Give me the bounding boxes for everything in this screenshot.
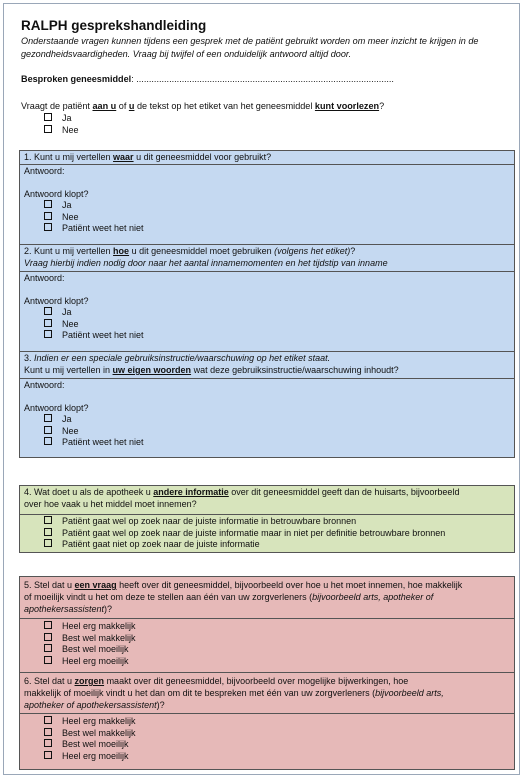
question-1-answer: Antwoord: Antwoord klopt? Ja Nee Patiënt weet het niet [20,164,514,244]
checkbox-icon[interactable] [44,426,52,434]
checkbox-icon[interactable] [44,656,52,664]
question-read-label: Vraagt de patiënt aan u of u de tekst op het etiket van het geneesmiddel kunt voorlezen? [21,101,385,111]
question-1-header: 1. Kunt u mij vertellen waar u dit geneesmiddel voor gebruikt? [24,152,272,162]
checkbox-icon[interactable] [44,307,52,315]
checkbox-icon[interactable] [44,633,52,641]
question-6-options [20,713,514,769]
checkbox-option[interactable]: Best wel moeilijk [44,644,514,656]
question-4-header: 4. Wat doet u als de apotheek u andere informatie over dit geneesmiddel geeft dan de huisarts, bijvoorbeeld over hoe vaak u het middel moet innemen? [24,487,460,509]
checkbox-icon[interactable] [44,200,52,208]
checkbox-option[interactable]: Nee [44,212,514,224]
checkbox-option[interactable]: Nee [44,125,79,137]
checkbox-option[interactable]: Nee [44,319,514,331]
medication-line [21,74,394,84]
question-3-header: 3. Indien er een speciale gebruiksinstructie/waarschuwing op het etiket staat. Kunt u mij vertellen in uw eigen woorden wat deze gebruiksinstructie/waarschuwing inhoudt? [20,351,514,378]
checkbox-icon[interactable] [44,212,52,220]
page-title: RALPH gesprekshandleiding [21,18,207,33]
checkbox-option[interactable]: Best wel makkelijk [44,633,514,645]
question-5-options [20,618,514,672]
medication-dots: : ...................................................................................................... [131,74,394,84]
checkbox-option[interactable]: Ja [44,307,514,319]
question-3-answer: Antwoord: Antwoord klopt? Ja Nee Patiënt weet het niet [20,378,514,458]
checkbox-icon[interactable] [44,716,52,724]
checkbox-option[interactable]: Heel erg makkelijk [44,621,514,633]
checkbox-option[interactable]: Patiënt gaat wel op zoek naar de juiste informatie maar in niet per definitie betrouwbare bronnen [44,528,514,540]
section-communication [19,576,515,770]
intro-text: Onderstaande vragen kunnen tijdens een gesprek met de patiënt gebruikt worden om meer inzicht te krijgen in de gezondheidsvaardigheden. Vraag bij twijfel of een onduidelijk antwoord altijd door. [21,36,479,59]
checkbox-icon[interactable] [44,223,52,231]
question-2-header: 2. Kunt u mij vertellen hoe u dit geneesmiddel moet gebruiken (volgens het etiket)? Vraag hierbij indien nodig door naar het aantal innamemomenten en het tijdstip van inname [20,244,514,271]
checkbox-option[interactable]: Patiënt gaat niet op zoek naar de juiste informatie [44,539,514,551]
checkbox-option[interactable]: Heel erg makkelijk [44,716,514,728]
section-understanding [19,150,515,458]
checkbox-option[interactable]: Heel erg moeilijk [44,751,514,763]
document-page [3,3,520,775]
question-4-options [20,514,514,552]
checkbox-icon[interactable] [44,125,52,133]
checkbox-icon[interactable] [44,644,52,652]
question-2-answer: Antwoord: Antwoord klopt? Ja Nee Patiënt weet het niet [20,271,514,351]
checkbox-option[interactable]: Patiënt weet het niet [44,223,514,235]
checkbox-icon[interactable] [44,516,52,524]
checkbox-icon[interactable] [44,414,52,422]
checkbox-icon[interactable] [44,528,52,536]
checkbox-option[interactable]: Ja [44,414,514,426]
checkbox-option[interactable]: Heel erg moeilijk [44,656,514,668]
checkbox-option[interactable]: Nee [44,426,514,438]
checkbox-icon[interactable] [44,113,52,121]
medication-label: Besproken geneesmiddel [21,74,132,84]
checkbox-option[interactable]: Ja [44,113,79,125]
section-information [19,485,515,553]
checkbox-icon[interactable] [44,330,52,338]
checkbox-icon[interactable] [44,739,52,747]
checkbox-option[interactable]: Ja [44,200,514,212]
question-5-header: 5. Stel dat u een vraag heeft over dit geneesmiddel, bijvoorbeeld over hoe u het moet innemen, hoe makkelijk of moeilijk vindt u het om deze te stellen aan één van uw zorgverleners (bijvoorbeeld arts, apotheker of apothekersassistent)? [24,580,463,614]
checkbox-icon[interactable] [44,728,52,736]
checkbox-icon[interactable] [44,319,52,327]
checkbox-option[interactable]: Patiënt weet het niet [44,437,514,449]
question-read-options [44,113,79,136]
checkbox-icon[interactable] [44,751,52,759]
checkbox-option[interactable]: Patiënt gaat wel op zoek naar de juiste informatie in betrouwbare bronnen [44,516,514,528]
question-6-header: 6. Stel dat u zorgen maakt over dit geneesmiddel, bijvoorbeeld over mogelijke bijwerkingen, hoe makkelijk of moeilijk vindt u het dan om dit te bespreken met één van uw zorgverleners (bijvoorbeeld arts, apotheker of apothekersassistent)? [20,672,514,713]
checkbox-option[interactable]: Patiënt weet het niet [44,330,514,342]
checkbox-option[interactable]: Best wel makkelijk [44,728,514,740]
checkbox-icon[interactable] [44,621,52,629]
checkbox-icon[interactable] [44,437,52,445]
checkbox-option[interactable]: Best wel moeilijk [44,739,514,751]
checkbox-icon[interactable] [44,539,52,547]
